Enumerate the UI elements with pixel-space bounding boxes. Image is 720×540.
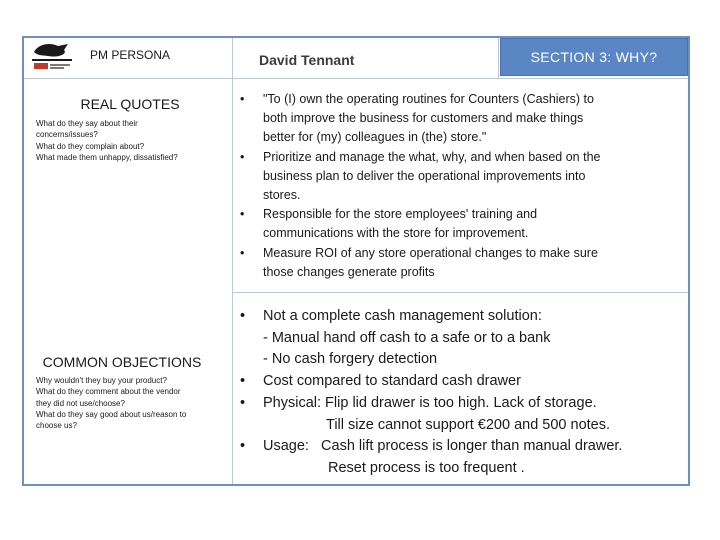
bullet-line: Cost compared to standard cash drawer <box>263 373 521 390</box>
bullet-line: Responsible for the store employees' training and <box>263 207 538 222</box>
bullet-line: Till size cannot support €200 and 500 notes. <box>326 416 611 433</box>
bullet-icon: • <box>240 245 245 260</box>
question-line: Why wouldn't they buy your product? <box>36 376 167 385</box>
bullet-icon: • <box>240 373 246 390</box>
bullet-icon: • <box>240 438 246 455</box>
quote-bullet <box>240 205 670 243</box>
quote-bullet <box>240 148 670 206</box>
section-label: SECTION 3: WHY? <box>530 49 658 65</box>
bullet-icon: • <box>240 308 246 324</box>
cash-drawer-logo-icon <box>28 38 76 74</box>
bullet-icon: • <box>240 394 246 411</box>
objection-bullet <box>240 306 685 371</box>
question-line: What do they complain about? <box>36 141 145 151</box>
objection-bullet <box>240 393 685 436</box>
bullet-line: Usage: Cash lift process is longer than manual drawer. <box>263 438 623 455</box>
common-objections-questions <box>36 375 216 431</box>
bullet-line: Measure ROI of any store operational changes to make sure <box>263 245 598 260</box>
question-line: What made them unhappy, dissatisfied? <box>36 152 178 162</box>
quote-bullet <box>240 90 670 148</box>
bullet-icon: • <box>240 92 245 106</box>
persona-name: David Tennant <box>259 52 355 68</box>
column-divider <box>232 38 233 484</box>
bullet-line: Physical: Flip lid drawer is too high. Lack of storage. <box>263 394 597 411</box>
bullet-line: "To (I) own the operating routines for Counters (Cashiers) to <box>263 92 594 106</box>
bullet-line: Prioritize and manage the what, why, and when based on the <box>263 149 601 164</box>
bullet-line: Reset process is too frequent . <box>328 459 525 476</box>
bullet-line: stores. <box>263 188 301 203</box>
question-line: they did not use/choose? <box>36 398 125 408</box>
objection-bullet <box>240 436 685 479</box>
bullet-line: better for (my) colleagues in (the) store." <box>263 130 487 145</box>
persona-label: PM PERSONA <box>90 48 171 62</box>
question-line: choose us? <box>36 421 77 431</box>
bullet-icon: • <box>240 207 245 222</box>
bullet-line: business plan to deliver the operational improvements into <box>263 168 586 183</box>
bullet-line: those changes generate profits <box>263 264 435 279</box>
header-divider-vertical <box>498 38 499 78</box>
bullet-line: communications with the store for improvement. <box>263 226 529 241</box>
real-quotes-questions <box>36 118 216 163</box>
quotes-bullet-list <box>240 90 670 282</box>
header-divider <box>24 78 688 79</box>
question-line: What do they say good about us/reason to <box>36 409 187 419</box>
objection-bullet <box>240 371 685 393</box>
common-objections-title: COMMON OBJECTIONS <box>42 354 202 370</box>
bullet-line: Not a complete cash management solution: <box>263 308 542 324</box>
bullet-line: - Manual hand off cash to a safe or to a bank <box>263 329 551 346</box>
bullet-line: - No cash forgery detection <box>263 351 438 368</box>
row-divider <box>232 292 688 293</box>
bullet-line: both improve the business for customers and make things <box>263 111 584 126</box>
question-line: What do they say about their <box>36 119 138 128</box>
real-quotes-title: REAL QUOTES <box>80 96 180 112</box>
bullet-icon: • <box>240 149 245 164</box>
question-line: What do they comment about the vendor <box>36 387 181 397</box>
section-badge <box>500 38 688 76</box>
objections-bullet-list <box>240 306 685 480</box>
question-line: concerns/issues? <box>36 130 98 140</box>
quote-bullet <box>240 244 670 282</box>
